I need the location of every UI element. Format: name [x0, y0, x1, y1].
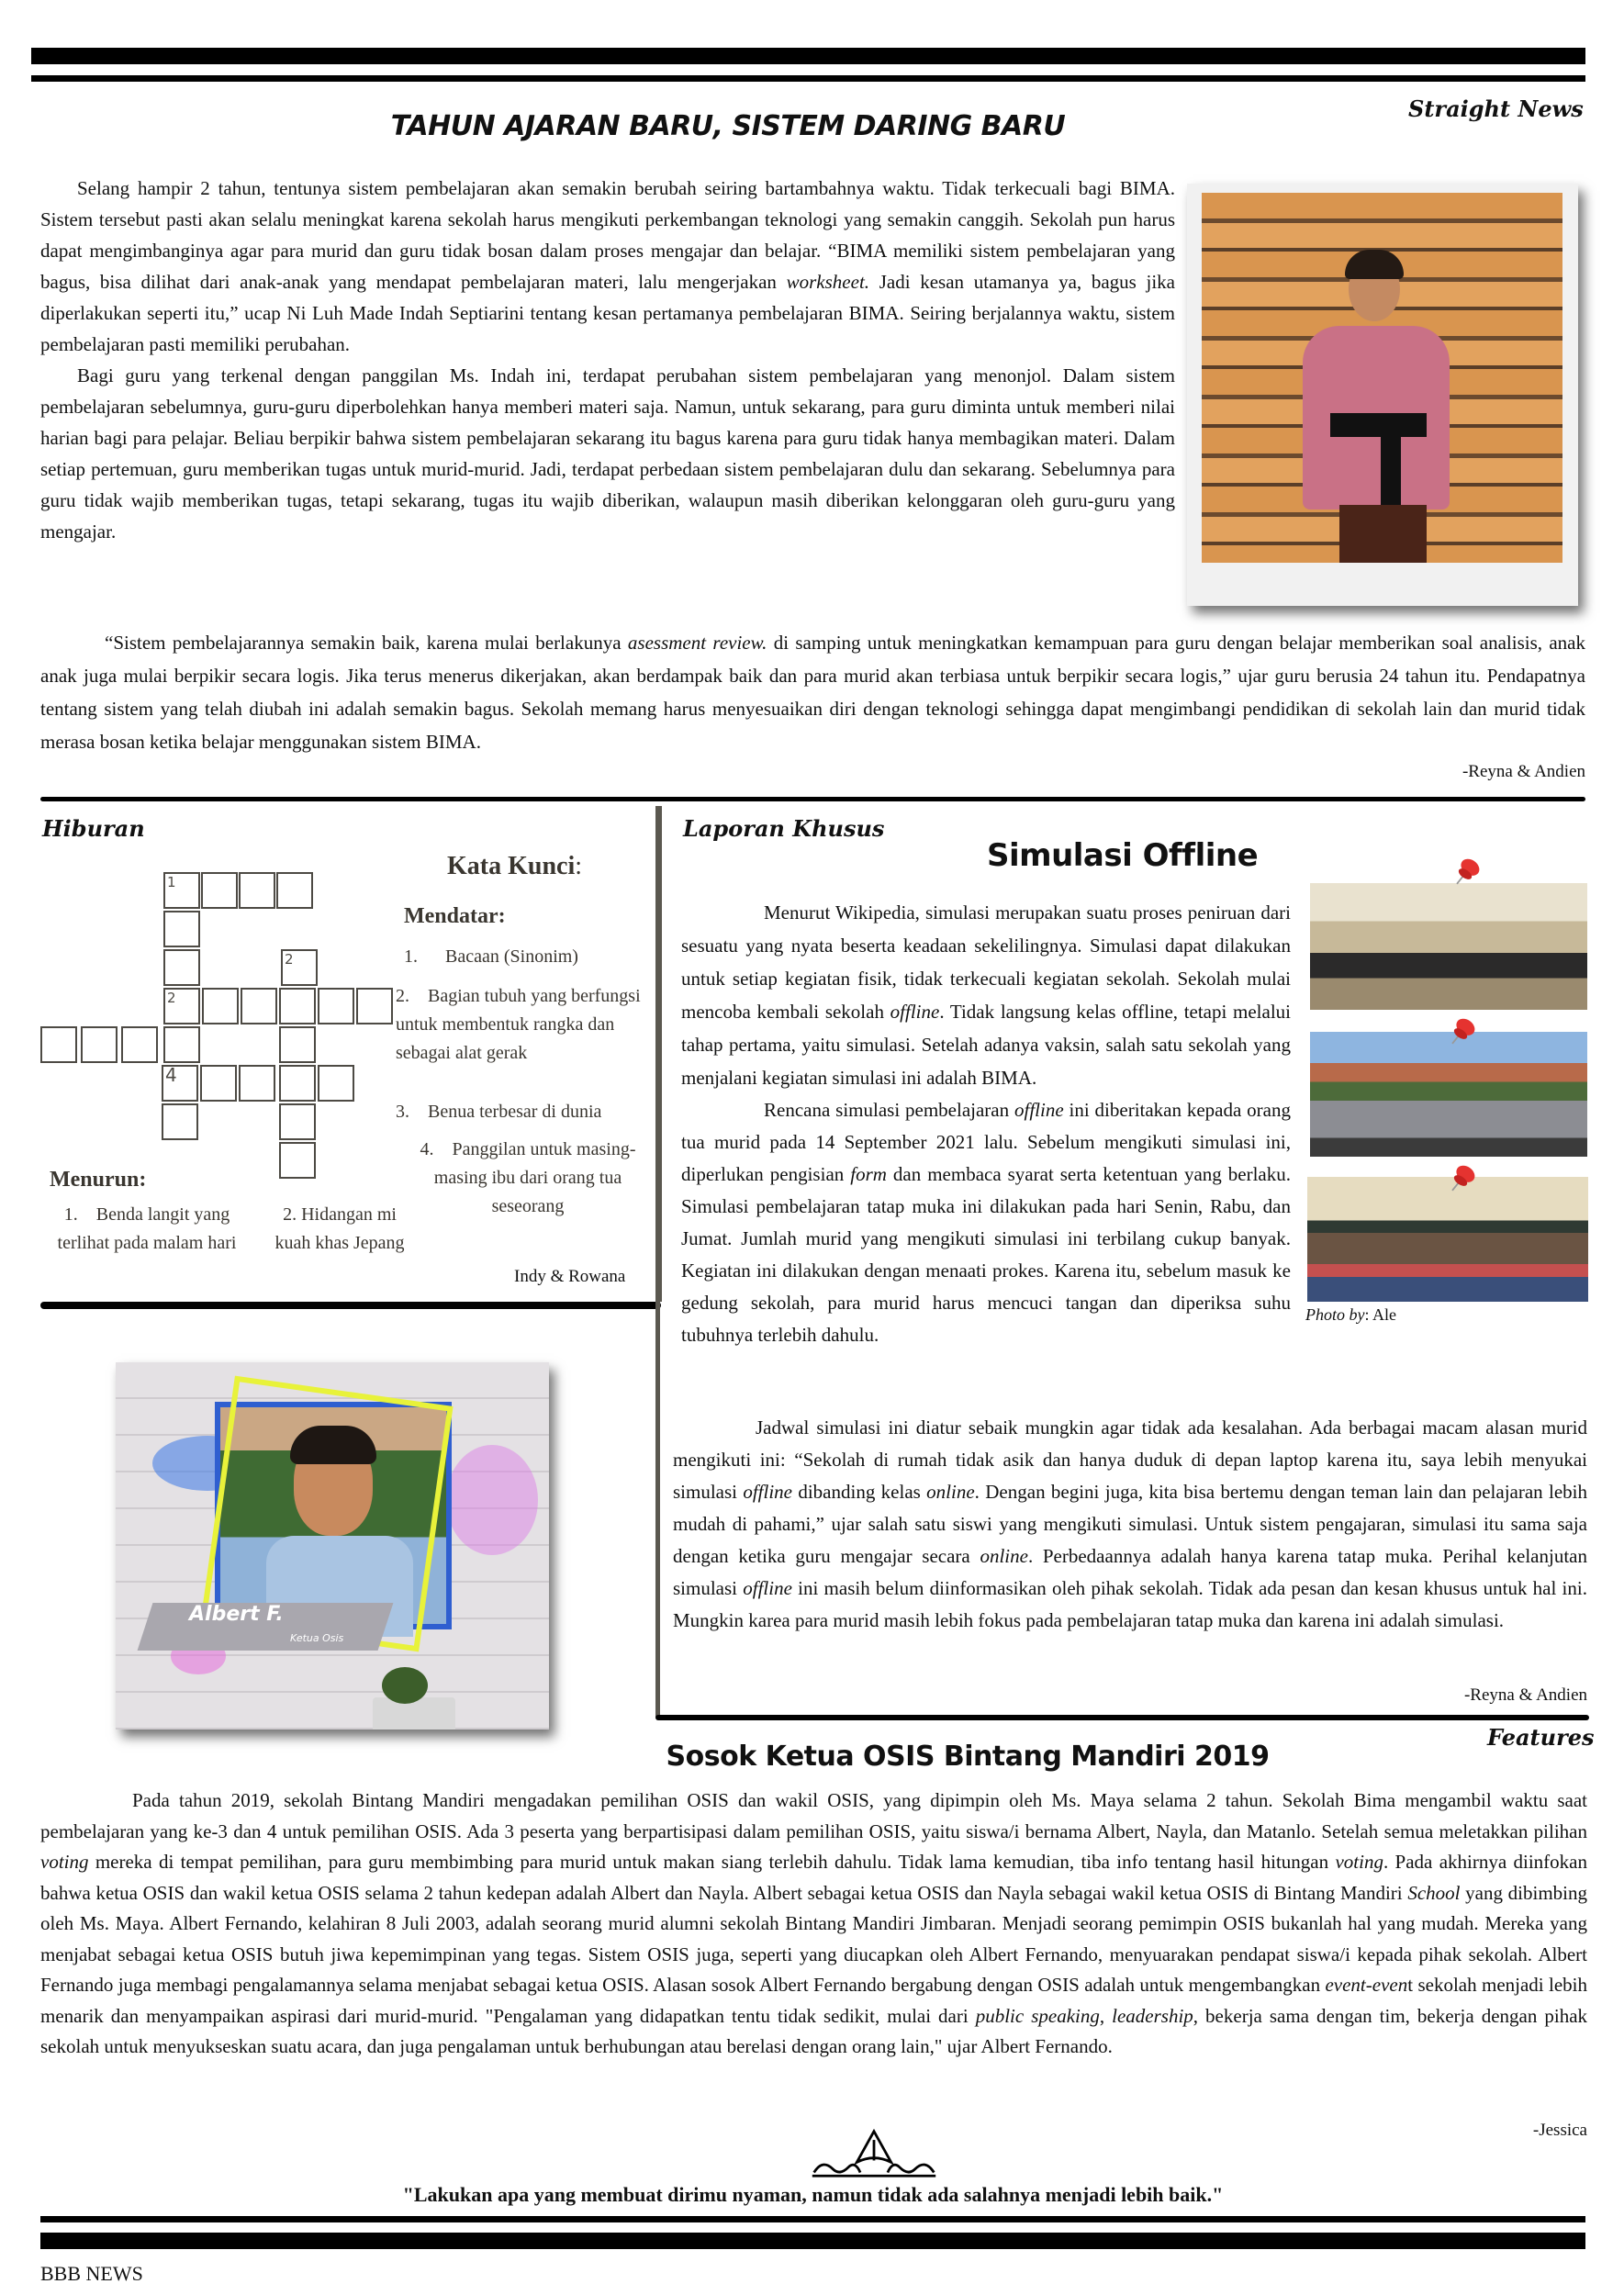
section-tag-features: Features: [1487, 1724, 1595, 1751]
photo-classroom-1: [1310, 883, 1587, 1010]
article-title-osis: Sosok Ketua OSIS Bintang Mandiri 2019: [666, 1741, 1270, 1773]
crossword-grid: [40, 872, 417, 1203]
crossword-cell[interactable]: 4: [162, 1065, 198, 1102]
person-skirt: [1339, 505, 1427, 563]
paragraph-2: Bagi guru yang terkenal dengan panggilan Ms. Indah ini, terdapat perubahan sistem pembelajaran yang menonjol. Dalam sistem pembelajaran sebelumnya, guru-guru diperbolehkan hanya memberi materi saja. Namun, untuk sekarang, para guru diminta untuk memberi nilai harian bagi para pelajar. Beliau berpikir bahwa sistem pembelajaran sekarang itu bagus karena para guru tidak hanya membagikan materi. Dalam setiap pertemuan, guru memberikan tugas untuk murid-murid. Jadi, terdapat perbedaan sistem pembelajaran dulu dan sekarang. Sebelumnya para guru tidak wajib memberikan tugas, tetapi sekarang, tugas itu wajib diberikan, walaupun masih diberikan kelonggaran oleh guru-guru yang mengajar.: [40, 364, 1175, 543]
profile-name: Albert F.: [189, 1603, 284, 1626]
crossword-cell[interactable]: 2: [281, 949, 318, 986]
teacher-photo: [1202, 193, 1562, 563]
profile-role: Ketua Osis: [290, 1632, 344, 1644]
crossword-cell[interactable]: [276, 872, 313, 909]
footer-rule-thick: [40, 2233, 1585, 2249]
teacher-photo-frame: [1187, 184, 1578, 606]
crossword-cell[interactable]: [40, 1026, 77, 1063]
section-tag-straight-news: Straight News: [1408, 95, 1584, 122]
footer-rule-thin: [40, 2216, 1585, 2222]
simulasi-paragraph-1: Menurut Wikipedia, simulasi merupakan suatu proses peniruan dari sesuatu yang nyata beserta keadaan sekelilingnya. Simulasi dapat dilakukan untuk setiap kegiatan fisik, tidak terkecuali kegiatan sekolah. Sekolah mulai mencoba kembali sekolah offline. Tidak langsung kelas offline, tetapi melalui tahap pertama, yaitu simulasi. Setelah adanya vaksin, salah satu sekolah yang menjalani kegiatan simulasi ini adalah BIMA.: [681, 901, 1292, 1089]
crossword-cell[interactable]: [318, 988, 354, 1024]
clue-across-2: 2. Bagian tubuh yang berfungsi untuk membentuk rangka dan sebagai alat gerak: [396, 986, 641, 1063]
column-divider: [655, 806, 662, 1302]
crossword-cell[interactable]: [201, 872, 238, 909]
laporan-bottom-rule: [655, 1715, 1589, 1720]
crossword-cell[interactable]: [121, 1026, 158, 1063]
crossword-cell[interactable]: 2: [163, 988, 200, 1024]
crossword-cell[interactable]: 1: [163, 872, 200, 909]
crossword-cell[interactable]: [162, 1103, 198, 1140]
crossword-cell[interactable]: [279, 1065, 316, 1102]
crossword-cell[interactable]: [356, 988, 393, 1024]
push-pin-icon: [1449, 857, 1482, 890]
photo-caption: Photo by: Ale: [1305, 1305, 1396, 1324]
person-hair: [1345, 250, 1404, 279]
ornament-divider-icon: [801, 2128, 947, 2179]
crossword-cell[interactable]: [81, 1026, 118, 1063]
photo-courtyard: [1310, 1032, 1587, 1157]
clue-down-2: 2. Hidangan mi kuah khas Jepang: [274, 1204, 405, 1253]
person-sash: [1330, 413, 1427, 437]
simulasi-body-lower: [673, 1412, 1587, 1637]
mendatar-label: Mendatar:: [404, 904, 506, 928]
clues-heading: Kata Kunci:: [447, 852, 583, 880]
clue-across-3: 3. Benua terbesar di dunia: [396, 1102, 602, 1122]
crossword-cell[interactable]: [279, 1142, 316, 1179]
credit-osis: -Jessica: [1532, 2121, 1587, 2140]
crossword-cell[interactable]: [241, 988, 277, 1024]
header-rule-thick: [31, 48, 1585, 64]
credit-top: -Reyna & Andien: [1462, 762, 1585, 781]
profile-card: [116, 1362, 549, 1730]
section-tag-laporan-khusus: Laporan Khusus: [683, 815, 885, 842]
laporan-left-border: [655, 1302, 660, 1717]
section-divider: [40, 797, 1585, 801]
simulasi-body: [681, 896, 1291, 1351]
article-title-simulasi: Simulasi Offline: [987, 837, 1259, 874]
crossword-cell[interactable]: [239, 872, 275, 909]
paragraph-1: Selang hampir 2 tahun, tentunya sistem pembelajaran akan semakin berubah seiring bartambahnya waktu. Tidak terkecuali bagi BIMA. Sistem tersebut pasti akan selalu meningkat karena sekolah harus mengikuti perkembangan teknologi yang semakin canggih. Sekolah pun harus dapat mengimbanginya agar para murid dan guru tidak bosan dalam proses mengajar dan belajar. “BIMA memiliki sistem pembelajaran yang bagus, bisa dilihat dari anak-anak yang mendapat pembelajaran materi, lalu mengerjakan worksheet. Jadi kesan utamanya ya, bagus jika diperlakukan seperti itu,” ucap Ni Luh Made Indah Septiarini tentang kesan pertamanya pembelajaran BIMA. Seiring berjalannya waktu, sistem pembelajaran pasti memiliki perubahan.: [40, 177, 1175, 355]
crossword-cell[interactable]: [163, 1026, 200, 1063]
crossword-cell[interactable]: [200, 1065, 237, 1102]
crossword-cell[interactable]: [163, 911, 200, 947]
clue-across-4: 4. Panggilan untuk masing-masing ibu dari orang tua seseorang: [420, 1139, 636, 1216]
cactus: [382, 1667, 428, 1704]
crossword-cell[interactable]: [279, 1026, 316, 1063]
footer-label: BBB NEWS: [40, 2262, 143, 2285]
crossword-cell[interactable]: [279, 988, 316, 1024]
crossword-cell[interactable]: [318, 1065, 354, 1102]
article-title-daring: TAHUN AJARAN BARU, SISTEM DARING BARU: [390, 110, 1066, 142]
clue-across-1: 1. Bacaan (Sinonim): [404, 946, 578, 967]
osis-body: [40, 1786, 1587, 2063]
clue-down-1: 1. Benda langit yang terlihat pada malam hari: [57, 1204, 237, 1253]
crossword-cell[interactable]: [279, 1103, 316, 1140]
header-rule-thin: [31, 75, 1585, 82]
closing-quote: "Lakukan apa yang membuat dirimu nyaman, namun tidak ada salahnya menjadi lebih baik.": [402, 2183, 1224, 2206]
paragraph-3: “Sistem pembelajarannya semakin baik, karena mulai berlakunya asessment review. di samping untuk meningkatkan kemampuan para guru dengan belajar memberikan soal analisis, anak anak juga mulai berpikir secara logis. Jika terus menerus dikerjakan, akan berdampak baik dan para murid akan terbiasa untuk berpikir secara logis,” ujar guru berusia 24 tahun itu. Pendapatnya tentang sistem yang telah diubah ini adalah semakin bagus. Sekolah memang harus menyesuaikan diri dengan teknologi sehingga dapat mengimbangi pendidikan di sekolah lain dan murid tidak merasa bosan ketika belajar menggunakan sistem BIMA.: [40, 632, 1585, 753]
crossword-cell[interactable]: [163, 949, 200, 986]
osis-paragraph: Pada tahun 2019, sekolah Bintang Mandiri mengadakan pemilihan OSIS dan wakil OSIS, yang dipimpin oleh Ms. Maya selama 2 tahun. Sekolah Bima mengambil waktu saat pembelajaran yang ke-3 dan 4 untuk pemilihan OSIS. Ada 3 peserta yang berpartisipasi dalam pemilihan OSIS, yaitu siswa/i bernama Albert, Nayla, dan Matanlo. Setelah semua meletakkan pilihan voting mereka di tempat pemilihan, para guru membimbing para murid untuk makan siang terlebih dahulu. Tidak lama kemudian, tiba info tentang hasil hitungan voting. Pada akhirnya diinfokan bahwa ketua OSIS dan wakil ketua OSIS selama 2 tahun kedepan adalah Albert dan Nayla. Albert sebagai ketua OSIS dan Nayla sebagai wakil ketua OSIS di Bintang Mandiri School yang dibimbing oleh Ms. Maya. Albert Fernando, kelahiran 8 Juli 2003, adalah seorang murid alumni sekolah Bintang Mandiri Jimbaran. Menjadi seorang pemimpin OSIS bukanlah hal yang mudah. Mereka yang menjabat sebagai ketua OSIS butuh jiwa kepemimpinan yang tegas. Sistem OSIS juga, seperti yang diucapkan oleh Albert Fernando, menyuarakan pendapat siswa/i kepada pihak sekolah. Albert Fernando juga membagi pengalamannya selama menjabat sebagai ketua OSIS. Alasan sosok Albert Fernando bergabung dengan OSIS adalah untuk mengembangkan event-event sekolah menjadi lebih menarik dan menyampaikan aspirasi dari murid-murid. "Pengalaman yang didapatkan tentu tidak sedikit, mulai dari public speaking, leadership, bekerja sama dengan tim, bekerja dengan pihak sekolah untuk menyukseskan suatu acara, dan juga pengalaman untuk berhubungan atau berelasi dengan orang lain," ujar Albert Fernando.: [40, 1789, 1588, 2057]
credit-simulasi: -Reyna & Andien: [1463, 1685, 1587, 1705]
push-pin-icon: [1444, 1017, 1477, 1050]
crossword-cell[interactable]: [239, 1065, 275, 1102]
push-pin-icon: [1444, 1164, 1477, 1197]
simulasi-paragraph-3: Jadwal simulasi ini diatur sebaik mungkin agar tidak ada kesalahan. Ada berbagai macam alasan murid mengikuti ini: “Sekolah di rumah tidak asik dan hanya duduk di depan laptop karena itu, saya lebih menyukai simulasi offline dibanding kelas online. Dengan begini juga, kita bisa bertemu dengan teman lain dan pelajaran lebih mudah di pahami,” ujar salah satu siswi yang mengikuti simulasi. Untuk sistem pengajaran, simulasi itu sama saja dengan ketika guru mengajar secara online. Perbedaannya adalah hanya karena tatap muka. Perihal kelanjutan simulasi offline ini masih belum diinformasikan oleh pihak sekolah. Tidak ada pesan dan kesan khusus untuk hal ini. Mungkin karea para murid masih lebih fokus pada pembelajaran tatap muka dan karena ini adalah simulasi.: [673, 1416, 1587, 1631]
crossword-cell[interactable]: [202, 988, 239, 1024]
hiburan-bottom-rule: [40, 1302, 661, 1309]
article-body-daring-bottom: [40, 626, 1585, 758]
credit-hiburan: Indy & Rowana: [514, 1267, 626, 1286]
person-sash-tail: [1381, 427, 1401, 514]
section-tag-hiburan: Hiburan: [42, 815, 145, 842]
article-body-daring-top: [40, 173, 1175, 547]
watercolor-pink: [446, 1445, 538, 1555]
simulasi-paragraph-2: Rencana simulasi pembelajaran offline ini diberitakan kepada orang tua murid pada 14 September 2021 lalu. Sebelum mengikuti simulasi ini, diperlukan pengisian form dan membaca syarat serta ketentuan yang berlaku. Simulasi pembelajaran tatap muka ini dilakukan pada hari Senin, Rabu, dan Jumat. Jumlah murid yang mengikuti simulasi ini terbilang cukup banyak. Kegiatan ini dilakukan dengan menaati prokes. Karena itu, sebelum masuk ke gedung sekolah, para murid harus mencuci tangan dan diperiksa suhu tubuhnya terlebih dahulu.: [681, 1099, 1291, 1346]
menurun-label: Menurun:: [50, 1168, 147, 1192]
